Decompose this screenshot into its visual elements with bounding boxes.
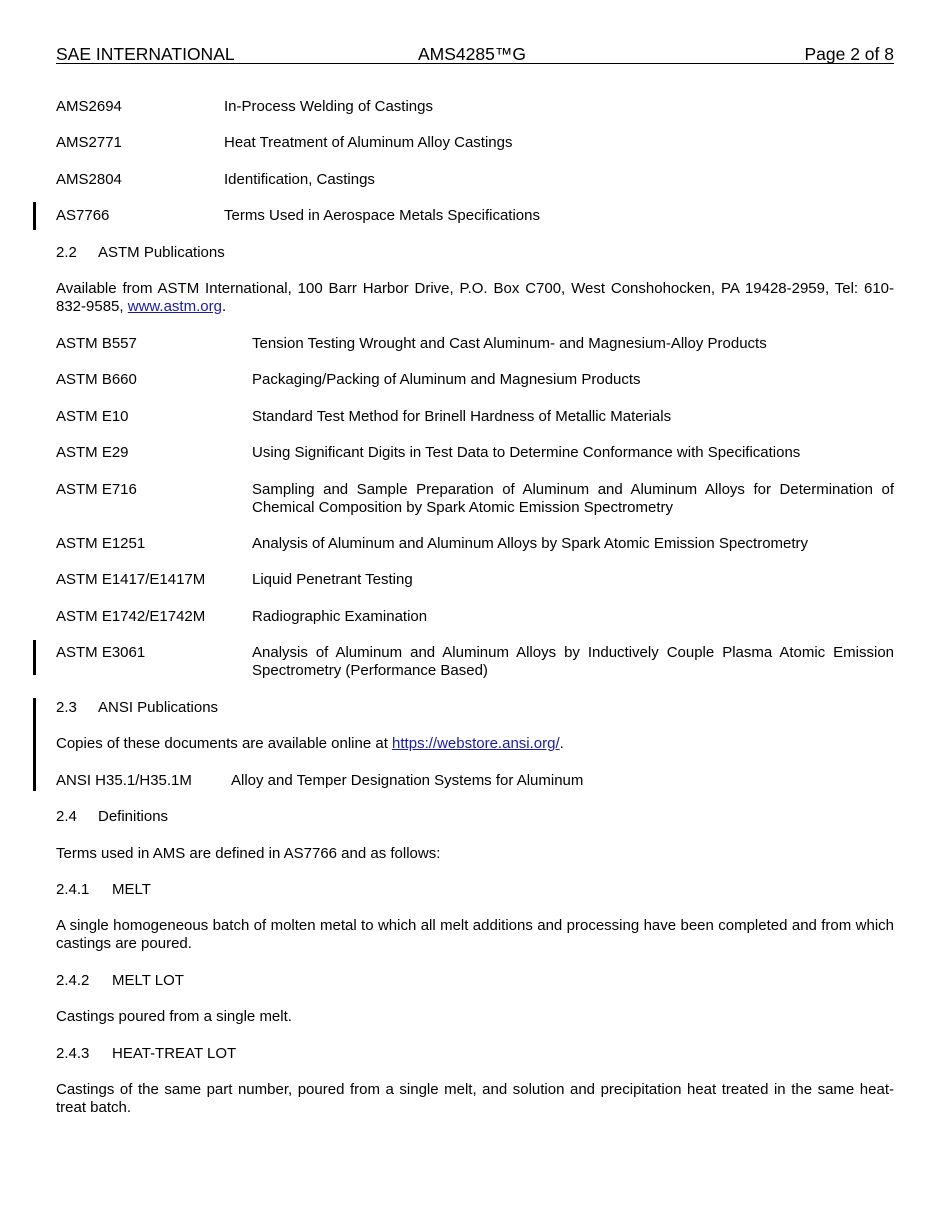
ref-code: ASTM E10 [56, 408, 129, 425]
ref-code: ASTM E1417/E1417M [56, 571, 206, 588]
ref-title: Analysis of Aluminum and Aluminum Alloys by Inductively Couple Plasma Atomic Emission Spectrometry (Performance Based) [252, 644, 894, 679]
ref-code: AMS2804 [56, 171, 122, 188]
ref-code: ASTM E1251 [56, 535, 146, 552]
ref-code: AMS2694 [56, 98, 122, 115]
ref-code: ASTM E3061 [56, 644, 146, 661]
section-number: 2.4 [56, 808, 77, 825]
ref-title: Alloy and Temper Designation Systems for Aluminum [231, 772, 584, 789]
ref-title: Using Significant Digits in Test Data to Determine Conformance with Specifications [252, 444, 801, 461]
section-heading: ASTM Publications [98, 244, 225, 261]
ref-title: Sampling and Sample Preparation of Aluminum and Aluminum Alloys for Determination of Chemical Composition by Spark Atomic Emission Spectrometry [252, 481, 894, 516]
subsection-number: 2.4.1 [56, 881, 90, 898]
ref-code: ASTM E716 [56, 481, 137, 498]
ref-code: ASTM E1742/E1742M [56, 608, 206, 625]
astm-availability-paragraph [56, 280, 894, 315]
definitions-intro: Terms used in AMS are defined in AS7766 and as follows: [56, 845, 441, 862]
ansi-availability-paragraph [56, 735, 564, 753]
header-doc-id: AMS4285™G [418, 44, 526, 64]
ref-title: Radiographic Examination [252, 608, 428, 625]
ref-title: Terms Used in Aerospace Metals Specifications [224, 207, 540, 224]
ref-code: AS7766 [56, 207, 110, 224]
period: . [221, 297, 227, 315]
change-bar [33, 202, 36, 230]
header-rule [56, 63, 894, 64]
section-heading: Definitions [98, 808, 169, 825]
ref-title: Heat Treatment of Aluminum Alloy Castings [224, 134, 513, 151]
definition-text: Castings poured from a single melt. [56, 1008, 292, 1025]
ref-code: ASTM B660 [56, 371, 137, 388]
astm-availability-text: Available from ASTM International, 100 Barr Harbor Drive, P.O. Box C700, West Conshohocken, PA 19428-2959, Tel: 610-832-9585, [56, 280, 894, 315]
ref-title: Standard Test Method for Brinell Hardness of Metallic Materials [252, 408, 672, 425]
ref-title: Tension Testing Wrought and Cast Aluminum- and Magnesium-Alloy Products [252, 335, 767, 352]
ref-title: In-Process Welding of Castings [224, 98, 433, 115]
definition-term: HEAT-TREAT LOT [112, 1045, 237, 1062]
ref-title: Identification, Castings [224, 171, 375, 188]
ref-title: Packaging/Packing of Aluminum and Magnesium Products [252, 371, 641, 388]
definition-term: MELT [112, 881, 151, 898]
ref-code: ASTM E29 [56, 444, 129, 461]
astm-website-link[interactable]: www.astm.org [127, 297, 222, 315]
section-number: 2.3 [56, 699, 77, 716]
definition-text: Castings of the same part number, poured from a single melt, and solution and precipitation heat treated in the same heat-treat batch. [56, 1081, 894, 1116]
change-bar [33, 698, 36, 791]
subsection-number: 2.4.2 [56, 972, 90, 989]
ref-title: Analysis of Aluminum and Aluminum Alloys by Spark Atomic Emission Spectrometry [252, 535, 809, 552]
ref-code: AMS2771 [56, 134, 122, 151]
header-org: SAE INTERNATIONAL [56, 44, 235, 64]
ref-code: ANSI H35.1/H35.1M [56, 772, 192, 789]
header-page-number: Page 2 of 8 [804, 44, 894, 64]
ref-title: Liquid Penetrant Testing [252, 571, 413, 588]
period: . [559, 735, 564, 752]
definition-text: A single homogeneous batch of molten metal to which all melt additions and processing have been completed and from which castings are poured. [56, 917, 894, 952]
definition-term: MELT LOT [112, 972, 184, 989]
subsection-number: 2.4.3 [56, 1045, 90, 1062]
ansi-webstore-link[interactable]: https://webstore.ansi.org/ [392, 735, 560, 752]
section-heading: ANSI Publications [98, 699, 219, 716]
change-bar [33, 640, 36, 675]
ref-code: ASTM B557 [56, 335, 137, 352]
section-number: 2.2 [56, 244, 77, 261]
ansi-availability-text: Copies of these documents are available online at [56, 735, 393, 752]
